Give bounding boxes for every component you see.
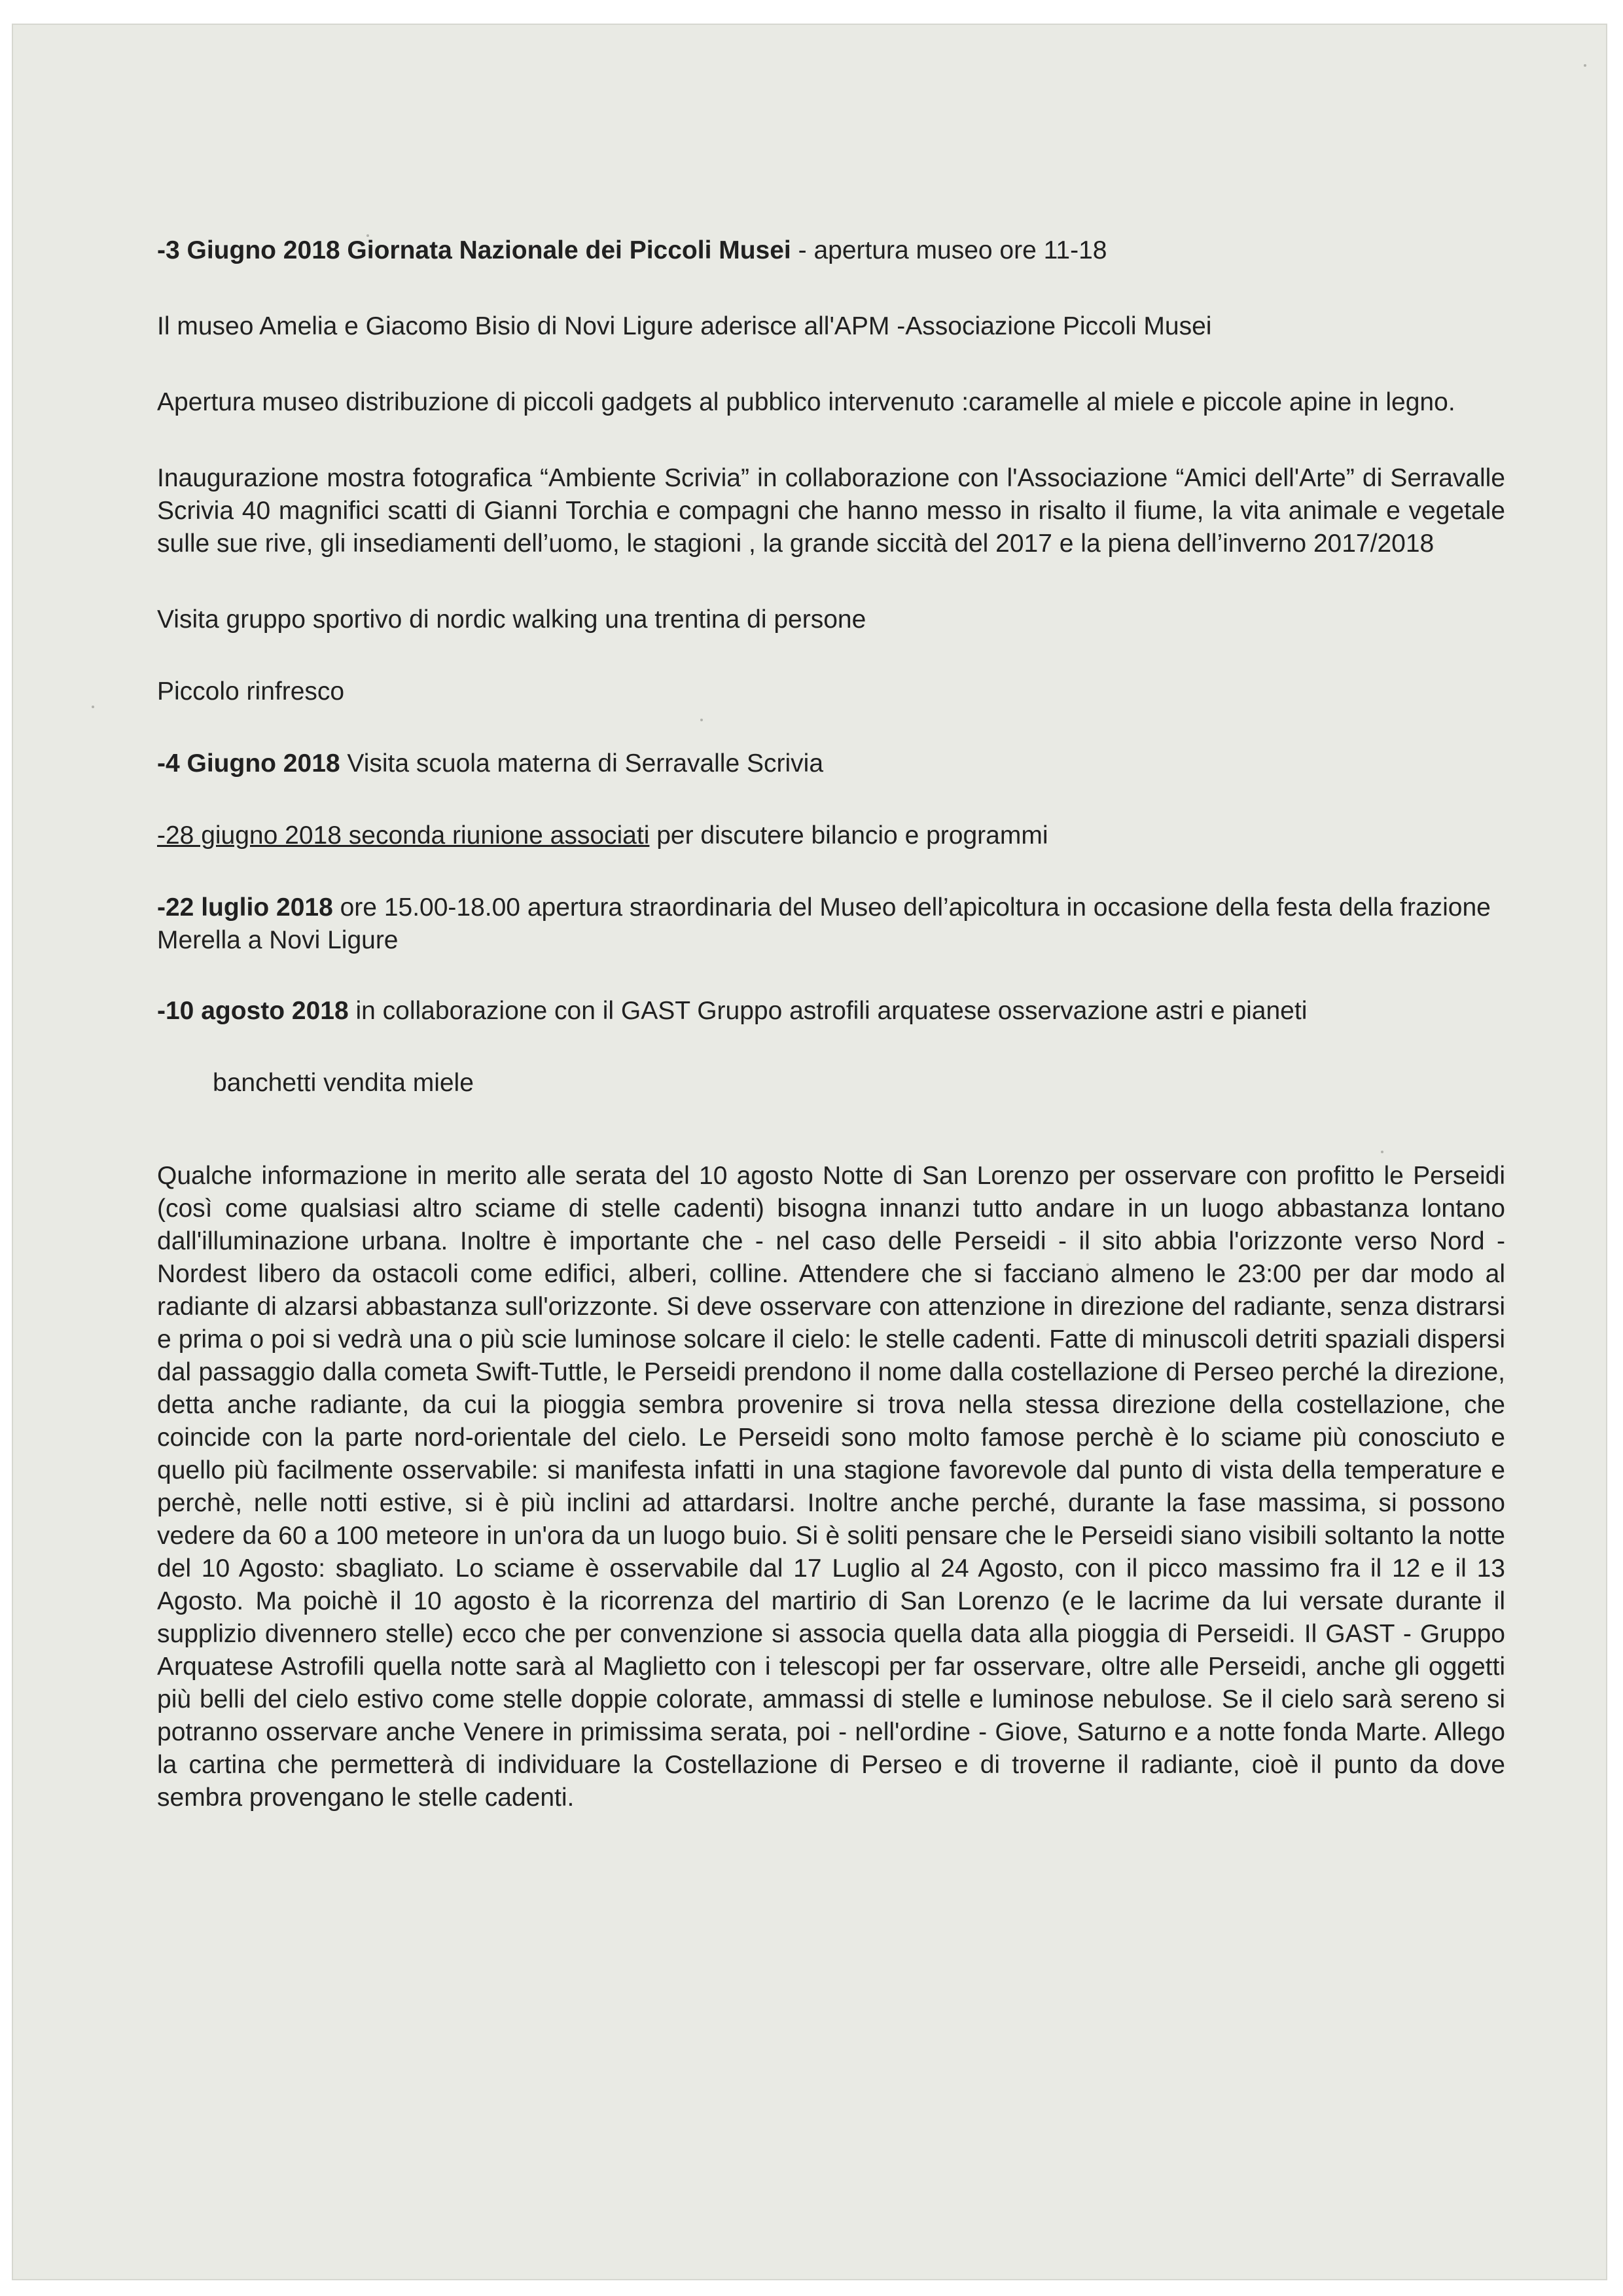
event-10-agosto	[157, 995, 1505, 1028]
event-text: per discutere bilancio e programmi	[649, 821, 1048, 850]
scanned-page	[12, 24, 1607, 2280]
paragraph-perseidi-info: Qualche informazione in merito alle serata del 10 agosto Notte di San Lorenzo per osservare con profitto le Perseidi (così come qualsiasi altro sciame di stelle cadenti) bisogna innanzi tutto andare in un luogo abbastanza lontano dall'illuminazione urbana. Inoltre è importante che - nel caso delle Perseidi - il sito abbia l'orizzonte verso Nord - Nordest libero da ostacoli come edifici, alberi, colline. Attendere che si facciano almeno le 23:00 per dar modo al radiante di alzarsi abbastanza sull'orizzonte. Si deve osservare con attenzione in direzione del radiante, senza distrarsi e prima o poi si vedrà una o più scie luminose solcare il cielo: le stelle cadenti. Fatte di minuscoli detriti spaziali dispersi dal passaggio dalla cometa Swift-Tuttle, le Perseidi prendono il nome dalla costellazione di Perseo perché la direzione, detta anche radiante, da cui la pioggia sembra provenire si trova nella stessa direzione della costellazione, che coincide con la parte nord-orientale del cielo. Le Perseidi sono molto famose perchè è lo sciame più conosciuto e quello più facilmente osservabile: si manifesta infatti in una stagione favorevole dal punto di vista della temperature e perchè, nelle notti estive, si è più inclini ad attardarsi. Inoltre anche perché, durante la fase massima, si possono vedere da 60 a 100 meteore in un'ora da un luogo buio. Si è soliti pensare che le Perseidi siano visibili soltanto la notte del 10 Agosto: sbagliato. Lo sciame è osservabile dal 17 Luglio al 24 Agosto, con il picco massimo fra il 12 e il 13 Agosto. Ma poichè il 10 agosto è la ricorrenza del martirio di San Lorenzo (e le lacrime da lui versate durante il supplizio divennero stelle) ecco che per convenzione si associa quella data alla pioggia di Perseidi. Il GAST - Gruppo Arquatese Astrofili quella notte sarà al Maglietto con i telescopi per far osservare, oltre alle Perseidi, anche gli oggetti più belli del cielo estivo come stelle doppie colorate, ammassi di stelle e luminose nebulose. Se il cielo sarà sereno si potranno osservare anche Venere in primissima serata, poi - nell'ordine - Giove, Saturno e a notte fonda Marte. Allego la cartina che permetterà di individuare la Costellazione di Perseo e di troverne il radiante, cioè il punto da dove sembra provengano le stelle cadenti.	[157, 1162, 1505, 1812]
event-text: in collaborazione con il GAST Gruppo astrofili arquatese osservazione astri e pianeti	[348, 997, 1308, 1025]
paragraph-gadgets: Apertura museo distribuzione di piccoli gadgets al pubblico intervenuto :caramelle al miele e piccole apine in legno.	[157, 388, 1455, 416]
event-22-luglio	[157, 891, 1505, 957]
event-date: -10 agosto 2018	[157, 997, 349, 1025]
event-4-giugno	[157, 747, 1505, 780]
event-date: -28 giugno 2018 seconda riunione associati	[157, 821, 650, 850]
paragraph-nordic-walking: Visita gruppo sportivo di nordic walking una trentina di persone	[157, 605, 866, 634]
event-title: Giornata Nazionale dei Piccoli Musei	[347, 236, 791, 264]
paragraph-apm: Il museo Amelia e Giacomo Bisio di Novi Ligure aderisce all'APM -Associazione Piccoli Musei	[157, 312, 1212, 340]
document-body	[157, 234, 1505, 1814]
paragraph-rinfresco: Piccolo rinfresco	[157, 677, 345, 706]
event-date: -3 Giugno 2018	[157, 236, 340, 264]
paragraph-banchetti: banchetti vendita miele	[213, 1069, 474, 1097]
event-text: - apertura museo ore 11-18	[791, 236, 1107, 264]
event-text: ore 15.00-18.00 apertura straordinaria del Museo dell’apicoltura in occasione della festa della frazione Merella a Novi Ligure	[157, 893, 1491, 954]
scan-speck	[92, 706, 94, 708]
event-28-giugno	[157, 819, 1505, 852]
event-date: -22 luglio 2018	[157, 893, 333, 922]
scan-speck	[1584, 64, 1586, 67]
event-3-giugno	[157, 234, 1505, 267]
paragraph-mostra: Inaugurazione mostra fotografica “Ambiente Scrivia” in collaborazione con l'Associazione “Amici dell'Arte” di Serravalle Scrivia 40 magnifici scatti di Gianni Torchia e compagni che hanno messo in risalto il fiume, la vita animale e vegetale sulle sue rive, gli insediamenti dell’uomo, le stagioni , la grande siccità del 2017 e la piena dell’inverno 2017/2018	[157, 464, 1505, 558]
event-text: Visita scuola materna di Serravalle Scrivia	[340, 749, 824, 778]
event-date: -4 Giugno 2018	[157, 749, 340, 778]
